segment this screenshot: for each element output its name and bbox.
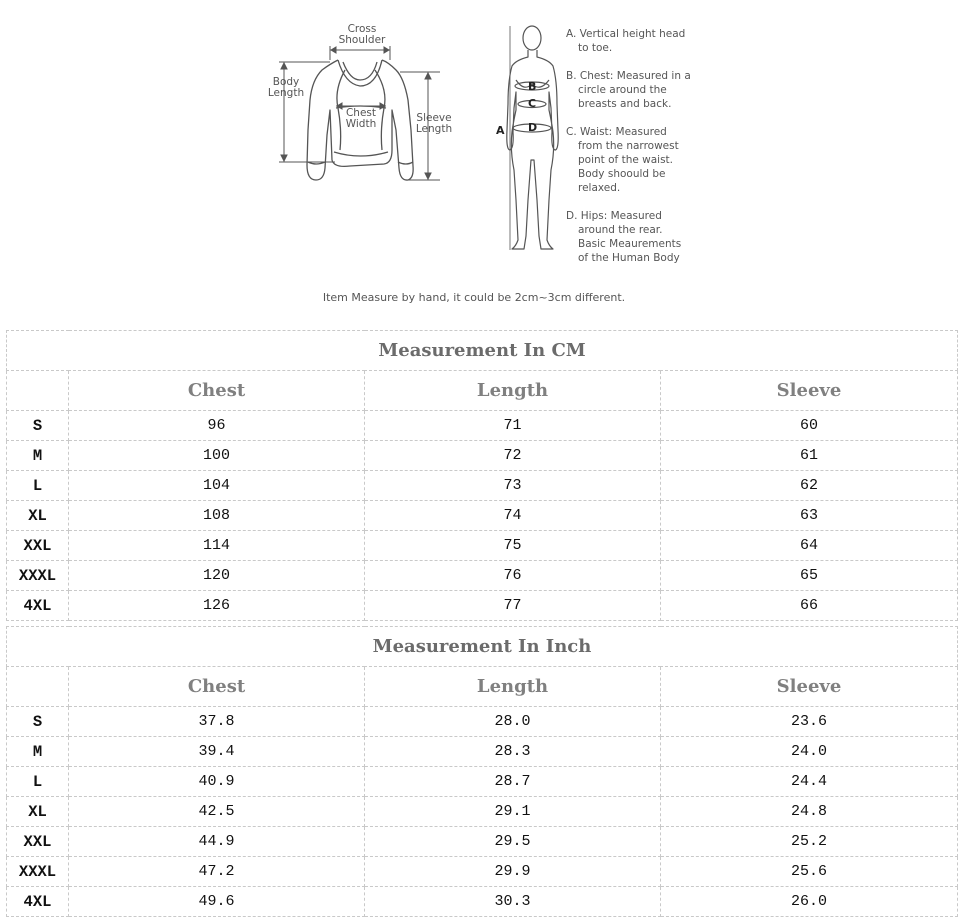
size-cell: 4XL — [7, 591, 69, 621]
chest-cell: 44.9 — [69, 827, 365, 857]
chest-cell: 42.5 — [69, 797, 365, 827]
note-height-first: A. Vertical height head — [566, 28, 686, 40]
inch-header-chest: Chest — [69, 667, 365, 707]
marker-b: B — [528, 80, 537, 93]
cm-header-sleeve: Sleeve — [661, 371, 958, 411]
note-hips-rest: around the rear. Basic Meaurements of the Human Body — [578, 224, 682, 264]
size-cell: L — [7, 471, 69, 501]
cm-table-title: Measurement In CM — [7, 331, 958, 371]
length-cell: 29.5 — [365, 827, 661, 857]
note-chest-first: B. Chest: Measured in a — [566, 70, 691, 82]
size-cell: 4XL — [7, 887, 69, 917]
sleeve-cell: 26.0 — [661, 887, 958, 917]
size-cell: M — [7, 737, 69, 767]
length-cell: 73 — [365, 471, 661, 501]
table-row — [7, 827, 958, 857]
sleeve-cell: 62 — [661, 471, 958, 501]
cm-size-table — [6, 330, 958, 621]
cross-shoulder-label: Cross Shoulder — [338, 23, 386, 46]
table-row — [7, 797, 958, 827]
length-cell: 30.3 — [365, 887, 661, 917]
table-row — [7, 887, 958, 917]
chest-cell: 114 — [69, 531, 365, 561]
sleeve-cell: 60 — [661, 411, 958, 441]
length-cell: 77 — [365, 591, 661, 621]
note-height-rest: to toe. — [578, 42, 613, 54]
note-waist-first: C. Waist: Measured — [566, 126, 667, 138]
inch-header-sleeve: Sleeve — [661, 667, 958, 707]
chest-cell: 104 — [69, 471, 365, 501]
length-cell: 28.7 — [365, 767, 661, 797]
sleeve-cell: 64 — [661, 531, 958, 561]
measure-disclaimer: Item Measure by hand, it could be 2cm~3cm different. — [322, 291, 626, 304]
note-height — [566, 27, 696, 55]
measurement-diagram — [0, 0, 962, 320]
length-cell: 28.0 — [365, 707, 661, 737]
chest-cell: 39.4 — [69, 737, 365, 767]
cm-header-length: Length — [365, 371, 661, 411]
chest-width-label: Chest Width — [345, 107, 377, 130]
inch-header-corner — [7, 667, 69, 707]
length-cell: 71 — [365, 411, 661, 441]
sleeve-cell: 65 — [661, 561, 958, 591]
length-cell: 29.1 — [365, 797, 661, 827]
table-row — [7, 501, 958, 531]
table-row — [7, 707, 958, 737]
sleeve-cell: 24.0 — [661, 737, 958, 767]
chest-cell: 49.6 — [69, 887, 365, 917]
cm-header-chest: Chest — [69, 371, 365, 411]
table-row — [7, 767, 958, 797]
marker-a: A — [496, 124, 505, 137]
table-row — [7, 441, 958, 471]
diagram-illustrations — [0, 0, 962, 290]
table-row — [7, 411, 958, 441]
sleeve-length-label: Sleeve Length — [415, 112, 453, 135]
size-cell: S — [7, 411, 69, 441]
sleeve-cell: 63 — [661, 501, 958, 531]
table-row — [7, 591, 958, 621]
chest-cell: 37.8 — [69, 707, 365, 737]
marker-c: C — [528, 97, 537, 110]
table-row — [7, 561, 958, 591]
cross-shoulder-arrow — [330, 46, 390, 60]
sleeve-cell: 61 — [661, 441, 958, 471]
size-cell: M — [7, 441, 69, 471]
length-cell: 28.3 — [365, 737, 661, 767]
chest-cell: 126 — [69, 591, 365, 621]
note-waist — [566, 125, 696, 195]
size-cell: XXXL — [7, 857, 69, 887]
table-row — [7, 531, 958, 561]
length-cell: 76 — [365, 561, 661, 591]
inch-size-table — [6, 626, 958, 917]
note-chest-rest: circle around the breasts and back. — [578, 84, 672, 110]
chest-cell: 100 — [69, 441, 365, 471]
size-cell: S — [7, 707, 69, 737]
length-cell: 72 — [365, 441, 661, 471]
sleeve-cell: 23.6 — [661, 707, 958, 737]
table-row — [7, 471, 958, 501]
size-cell: XXL — [7, 531, 69, 561]
chest-cell: 40.9 — [69, 767, 365, 797]
size-cell: L — [7, 767, 69, 797]
sleeve-cell: 66 — [661, 591, 958, 621]
note-hips-first: D. Hips: Measured — [566, 210, 662, 222]
sleeve-cell: 24.4 — [661, 767, 958, 797]
chest-cell: 108 — [69, 501, 365, 531]
cm-header-corner — [7, 371, 69, 411]
sleeve-cell: 25.6 — [661, 857, 958, 887]
note-hips — [566, 209, 696, 265]
note-chest — [566, 69, 696, 111]
sleeve-cell: 25.2 — [661, 827, 958, 857]
inch-table-title: Measurement In Inch — [7, 627, 958, 667]
chest-cell: 47.2 — [69, 857, 365, 887]
inch-header-length: Length — [365, 667, 661, 707]
sleeve-cell: 24.8 — [661, 797, 958, 827]
marker-d: D — [528, 121, 538, 134]
length-cell: 74 — [365, 501, 661, 531]
length-cell: 29.9 — [365, 857, 661, 887]
table-row — [7, 857, 958, 887]
chest-cell: 96 — [69, 411, 365, 441]
length-cell: 75 — [365, 531, 661, 561]
note-waist-rest: from the narrowest point of the waist. Body shoould be relaxed. — [578, 140, 679, 194]
chest-cell: 120 — [69, 561, 365, 591]
size-cell: XXXL — [7, 561, 69, 591]
human-body-illustration — [507, 26, 558, 250]
size-cell: XL — [7, 501, 69, 531]
body-length-label: Body Length — [267, 76, 305, 99]
table-row — [7, 737, 958, 767]
size-cell: XL — [7, 797, 69, 827]
size-cell: XXL — [7, 827, 69, 857]
